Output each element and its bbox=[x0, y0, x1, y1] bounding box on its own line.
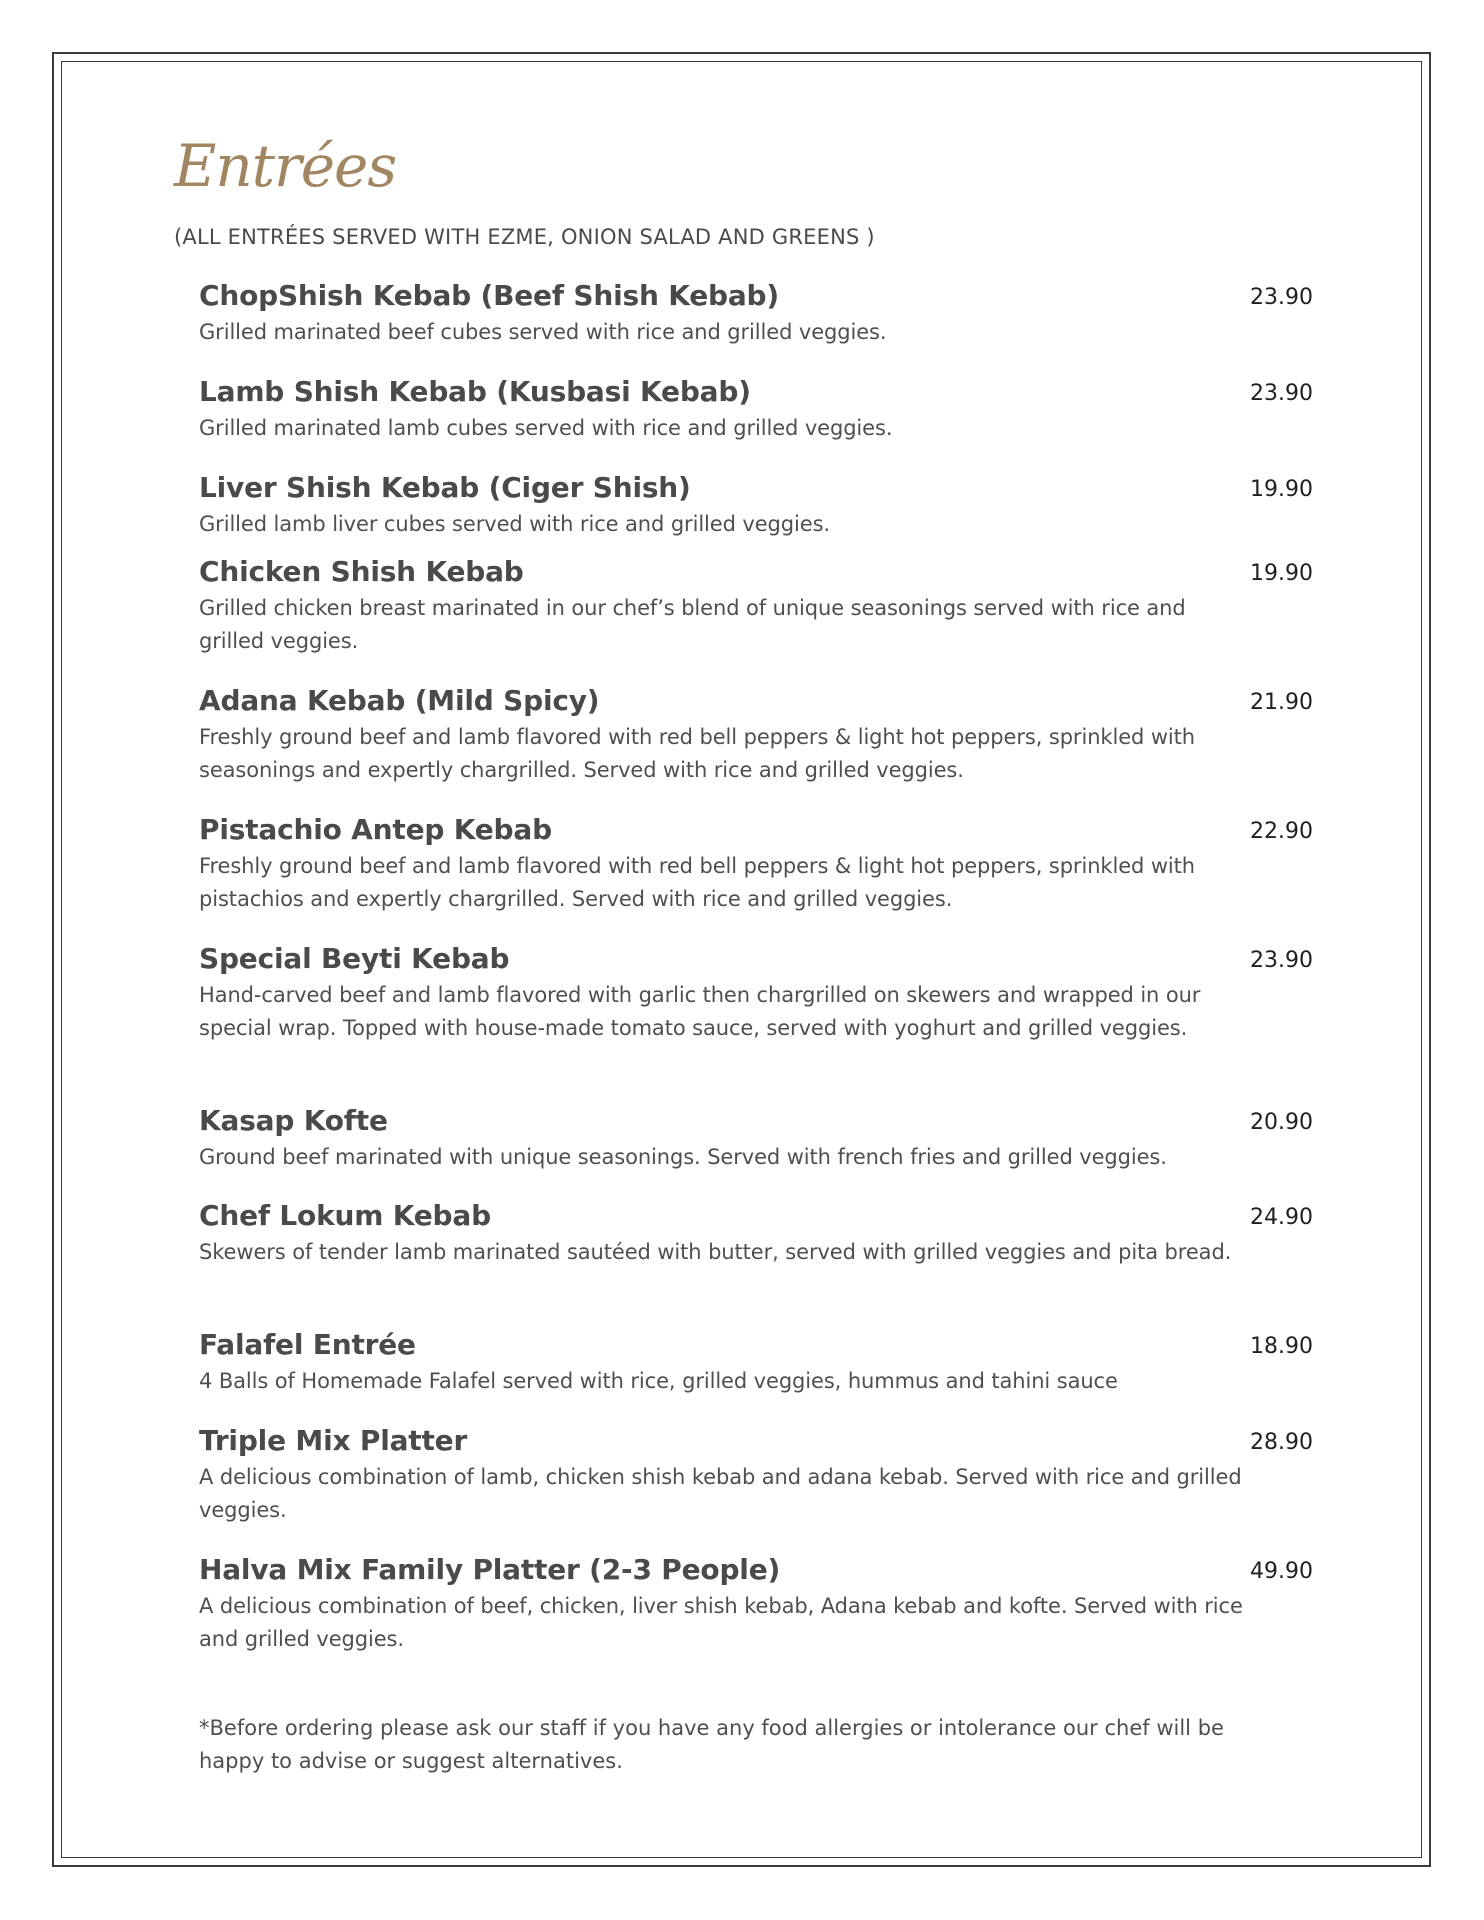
menu-item bbox=[199, 939, 1313, 1101]
item-description: Freshly ground beef and lamb flavored with red bell peppers & light hot peppers, sprinkled with seasonings and expertly chargrilled. Served with rice and grilled veggies. bbox=[199, 725, 1195, 782]
item-price: 20.90 bbox=[1250, 1110, 1313, 1135]
item-name: Adana Kebab (Mild Spicy) bbox=[199, 684, 600, 717]
menu-item bbox=[199, 810, 1313, 939]
item-name: Chef Lokum Kebab bbox=[199, 1199, 491, 1232]
item-description: Grilled marinated lamb cubes served with rice and grilled veggies. bbox=[199, 416, 893, 440]
item-description: Ground beef marinated with unique seasonings. Served with french fries and grilled veggies. bbox=[199, 1145, 1167, 1169]
item-description: Freshly ground beef and lamb flavored with red bell peppers & light hot peppers, sprinkled with pistachios and expertly chargrilled. Served with rice and grilled veggies. bbox=[199, 854, 1195, 911]
menu-item bbox=[199, 276, 1313, 372]
item-name: Triple Mix Platter bbox=[199, 1424, 468, 1457]
item-description: Grilled chicken breast marinated in our chef’s blend of unique seasonings served with rice and grilled veggies. bbox=[199, 596, 1186, 653]
menu-item bbox=[199, 1550, 1313, 1679]
menu-item bbox=[199, 1421, 1313, 1550]
item-description: A delicious combination of lamb, chicken shish kebab and adana kebab. Served with rice and grilled veggies. bbox=[199, 1465, 1242, 1522]
item-price: 22.90 bbox=[1250, 819, 1313, 844]
item-description: Grilled lamb liver cubes served with rice and grilled veggies. bbox=[199, 512, 830, 536]
item-name: Chicken Shish Kebab bbox=[199, 555, 524, 588]
item-description: 4 Balls of Homemade Falafel served with rice, grilled veggies, hummus and tahini sauce bbox=[199, 1369, 1118, 1393]
menu-item bbox=[199, 1196, 1313, 1325]
item-name: Falafel Entrée bbox=[199, 1328, 416, 1361]
item-description: A delicious combination of beef, chicken, liver shish kebab, Adana kebab and kofte. Served with rice and grilled veggies. bbox=[199, 1594, 1243, 1651]
allergy-note: *Before ordering please ask our staff if you have any food allergies or intolerance our chef will be happy to advise or suggest alternatives. bbox=[199, 1716, 1224, 1773]
menu-item bbox=[199, 1325, 1313, 1421]
item-description: Hand-carved beef and lamb flavored with garlic then chargrilled on skewers and wrapped in our special wrap. Topped with house-made tomato sauce, served with yoghurt and grilled veggies. bbox=[199, 983, 1201, 1040]
item-price: 18.90 bbox=[1250, 1334, 1313, 1359]
item-price: 23.90 bbox=[1250, 285, 1313, 310]
menu-item bbox=[199, 552, 1313, 681]
item-price: 19.90 bbox=[1250, 561, 1313, 586]
item-name: Halva Mix Family Platter (2-3 People) bbox=[199, 1553, 781, 1586]
item-price: 19.90 bbox=[1250, 477, 1313, 502]
item-name: Pistachio Antep Kebab bbox=[199, 813, 552, 846]
menu-item bbox=[199, 372, 1313, 468]
item-description: Skewers of tender lamb marinated sautéed with butter, served with grilled veggies and pita bread. bbox=[199, 1240, 1232, 1264]
item-price: 23.90 bbox=[1250, 381, 1313, 406]
item-name: Special Beyti Kebab bbox=[199, 942, 510, 975]
menu-items bbox=[199, 276, 1313, 1679]
item-price: 21.90 bbox=[1250, 690, 1313, 715]
item-name: Kasap Kofte bbox=[199, 1104, 388, 1137]
menu-subtitle: (ALL ENTRÉES SERVED WITH EZME, ONION SALAD AND GREENS ) bbox=[174, 225, 875, 249]
menu-item bbox=[199, 468, 1313, 552]
item-price: 23.90 bbox=[1250, 948, 1313, 973]
item-price: 24.90 bbox=[1250, 1205, 1313, 1230]
item-name: Liver Shish Kebab (Ciger Shish) bbox=[199, 471, 691, 504]
item-name: Lamb Shish Kebab (Kusbasi Kebab) bbox=[199, 375, 751, 408]
item-price: 49.90 bbox=[1250, 1559, 1313, 1584]
item-price: 28.90 bbox=[1250, 1430, 1313, 1455]
menu-title: Entrées bbox=[174, 132, 397, 200]
item-name: ChopShish Kebab (Beef Shish Kebab) bbox=[199, 279, 779, 312]
item-description: Grilled marinated beef cubes served with rice and grilled veggies. bbox=[199, 320, 887, 344]
menu-item bbox=[199, 681, 1313, 810]
menu-item bbox=[199, 1101, 1313, 1196]
